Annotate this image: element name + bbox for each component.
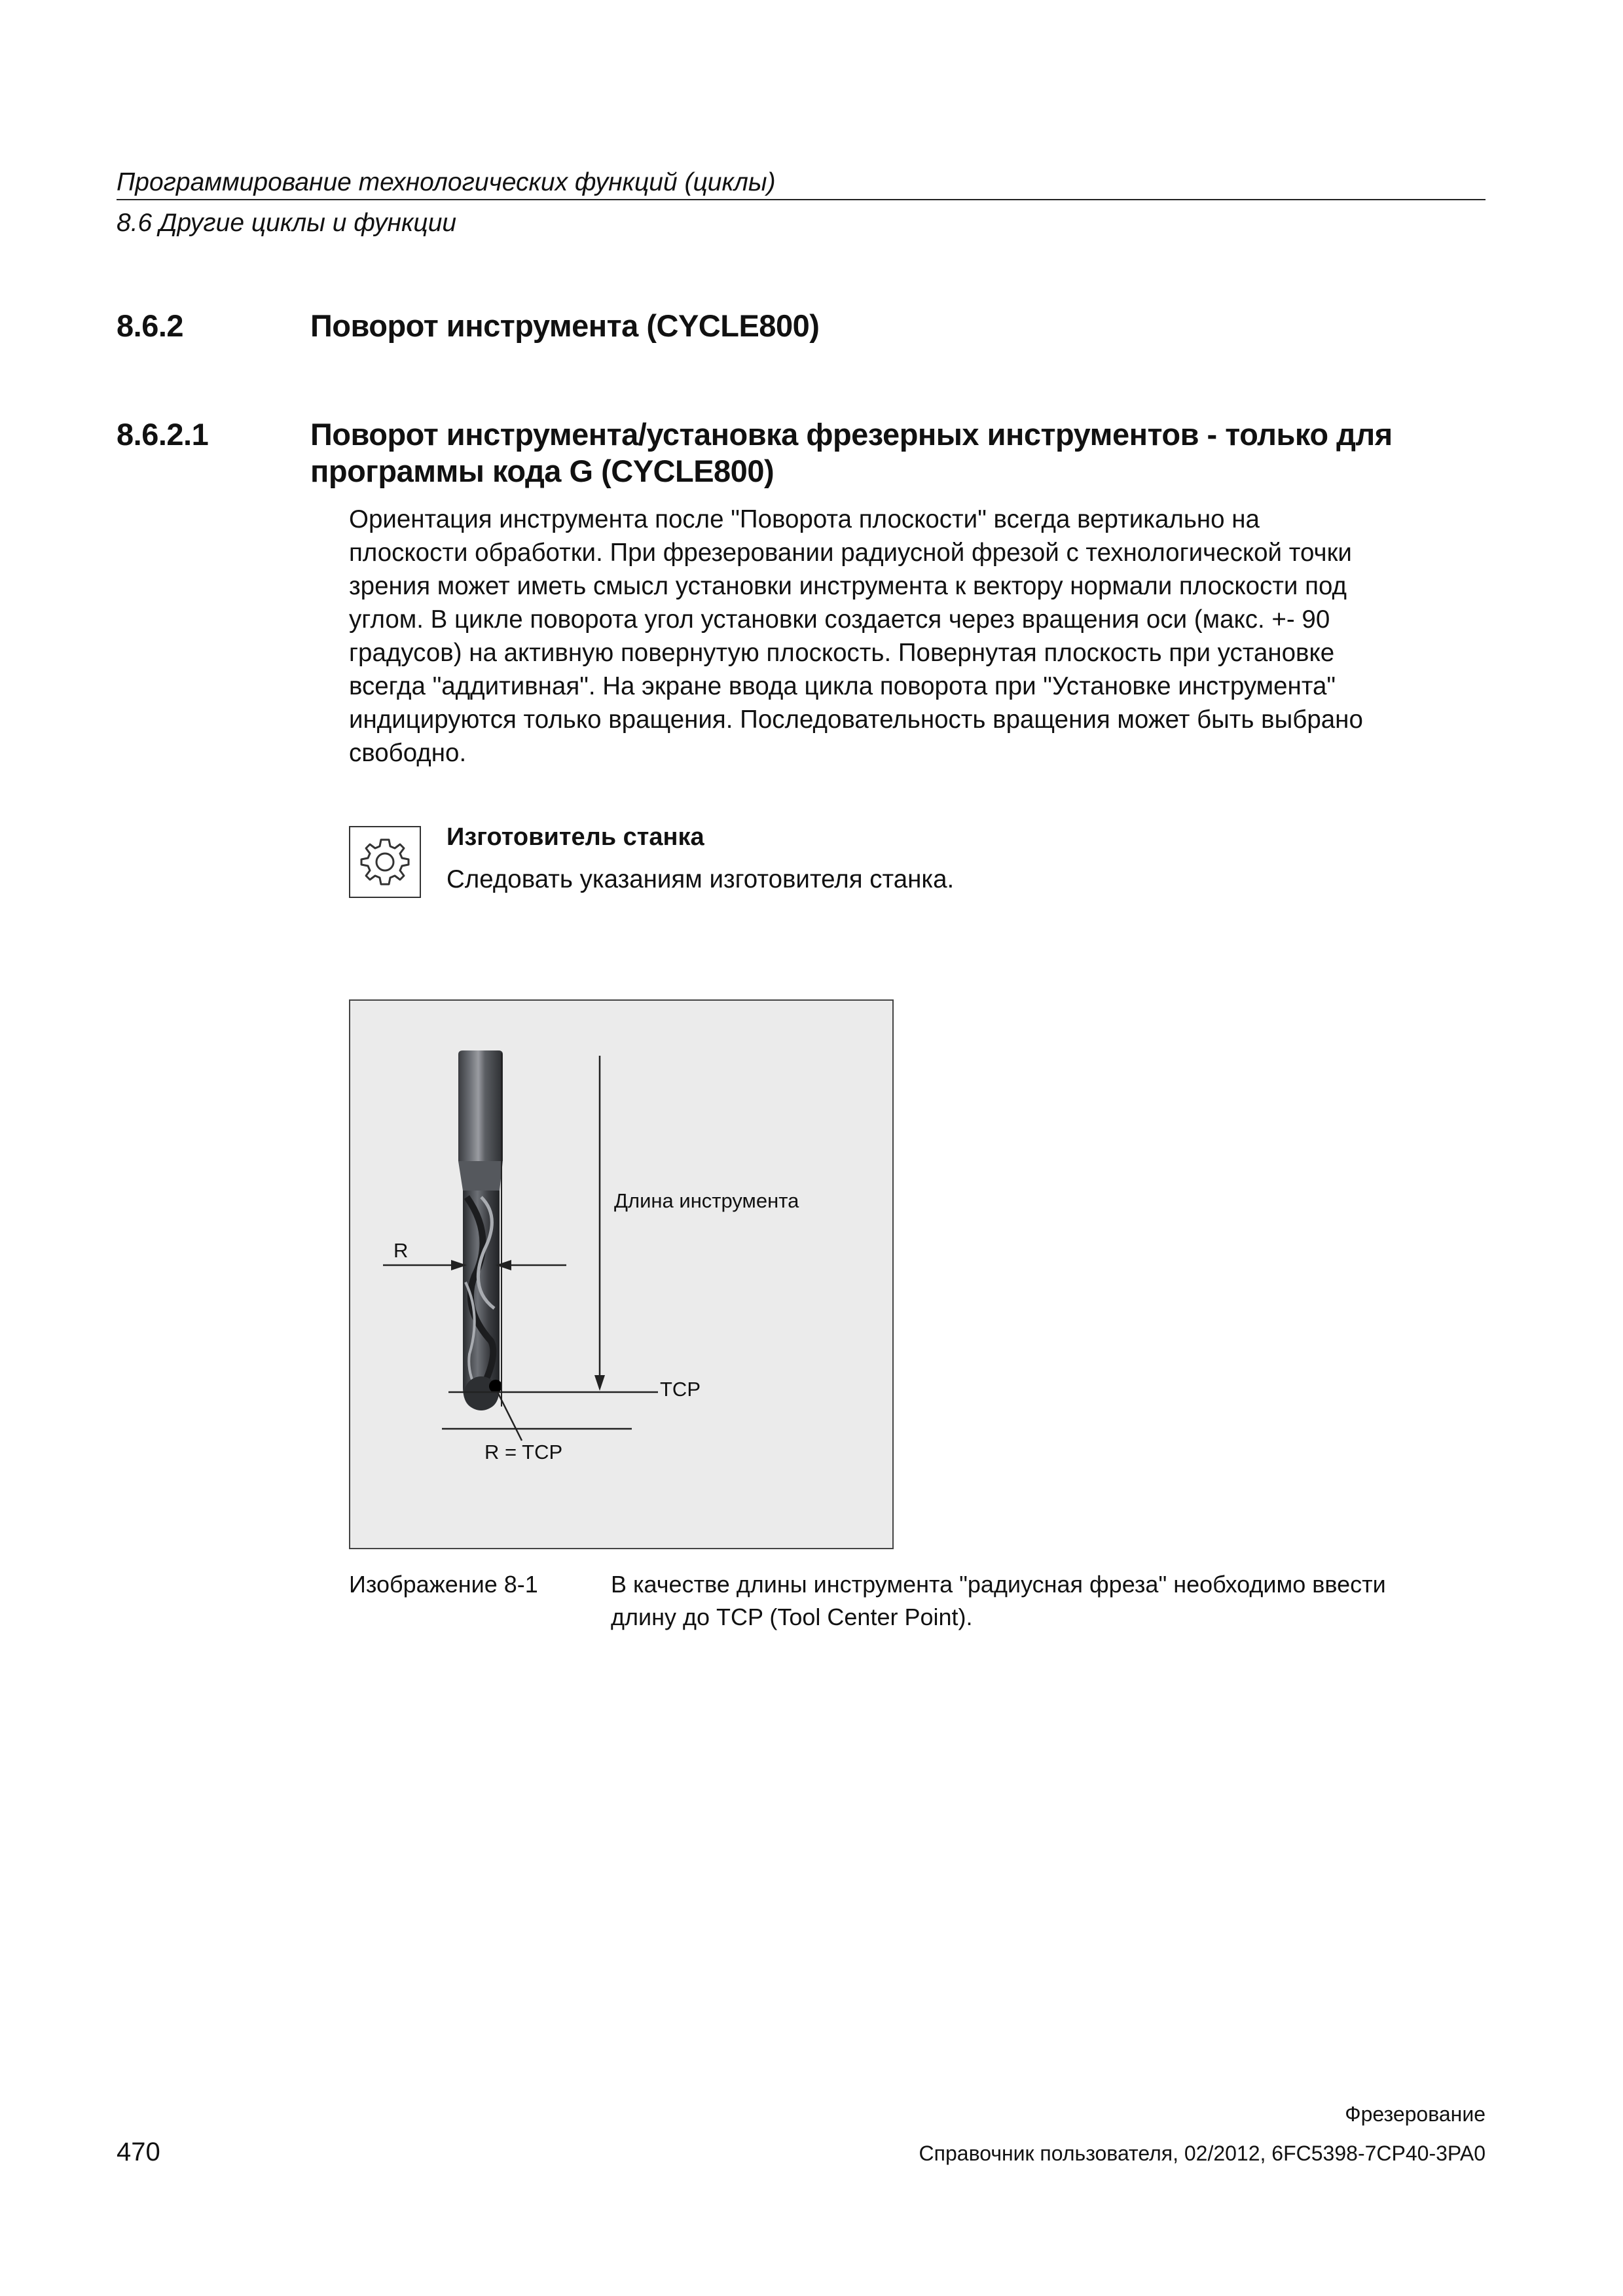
figure-caption-number: Изображение 8-1 xyxy=(349,1571,538,1598)
body-line: свободно. xyxy=(349,739,467,767)
running-header-section: 8.6 Другие циклы и функции xyxy=(117,209,457,237)
body-line: углом. В цикле поворота угол установки создается через вращения оси (макс. +- 90 xyxy=(349,605,1330,634)
body-line: индицируются только вращения. Последовательность вращения может быть выбрано xyxy=(349,706,1363,734)
page-number: 470 xyxy=(117,2138,160,2166)
section-title-8621-line1: Поворот инструмента/установка фрезерных инструментов - только для xyxy=(310,417,1393,452)
section-title-8621-line2: программы кода G (CYCLE800) xyxy=(310,454,775,488)
label-r-equals-tcp: R = TCP xyxy=(484,1441,563,1463)
section-number-8621: 8.6.2.1 xyxy=(117,417,209,452)
body-line: зрения может иметь смысл установки инструмента к вектору нормали плоскости под xyxy=(349,572,1347,600)
label-r: R xyxy=(393,1239,409,1262)
note-text: Следовать указаниям изготовителя станка. xyxy=(447,865,955,893)
body-line: Ориентация инструмента после "Поворота плоскости" всегда вертикально на xyxy=(349,505,1260,533)
label-tool-length: Длина инструмента xyxy=(614,1189,799,1212)
label-tcp: TCP xyxy=(660,1378,701,1401)
ball-end-mill-diagram xyxy=(350,1001,892,1548)
figure-tool-length xyxy=(349,999,894,1549)
gear-icon xyxy=(349,826,421,898)
note-title: Изготовитель станка xyxy=(447,823,704,851)
section-title-862: Поворот инструмента (CYCLE800) xyxy=(310,308,820,343)
body-line: всегда "аддитивная". На экране ввода цикла поворота при "Установке инструмента" xyxy=(349,672,1336,700)
body-line: плоскости обработки. При фрезеровании радиусной фрезой с технологической точки xyxy=(349,539,1352,567)
header-rule xyxy=(117,199,1486,200)
section-number-862: 8.6.2 xyxy=(117,308,184,343)
figure-caption-line2: длину до TCP (Tool Center Point). xyxy=(611,1604,973,1630)
footer-manual-info: Справочник пользователя, 02/2012, 6FC5398-7CP40-3PA0 xyxy=(919,2142,1486,2165)
running-header-chapter: Программирование технологических функций (циклы) xyxy=(117,168,776,196)
body-line: градусов) на активную повернутую плоскость. Повернутая плоскость при установке xyxy=(349,639,1335,667)
footer-book-title: Фрезерование xyxy=(1345,2102,1486,2126)
body-paragraph xyxy=(349,503,1488,770)
figure-caption-line1: В качестве длины инструмента "радиусная фреза" необходимо ввести xyxy=(611,1571,1386,1598)
